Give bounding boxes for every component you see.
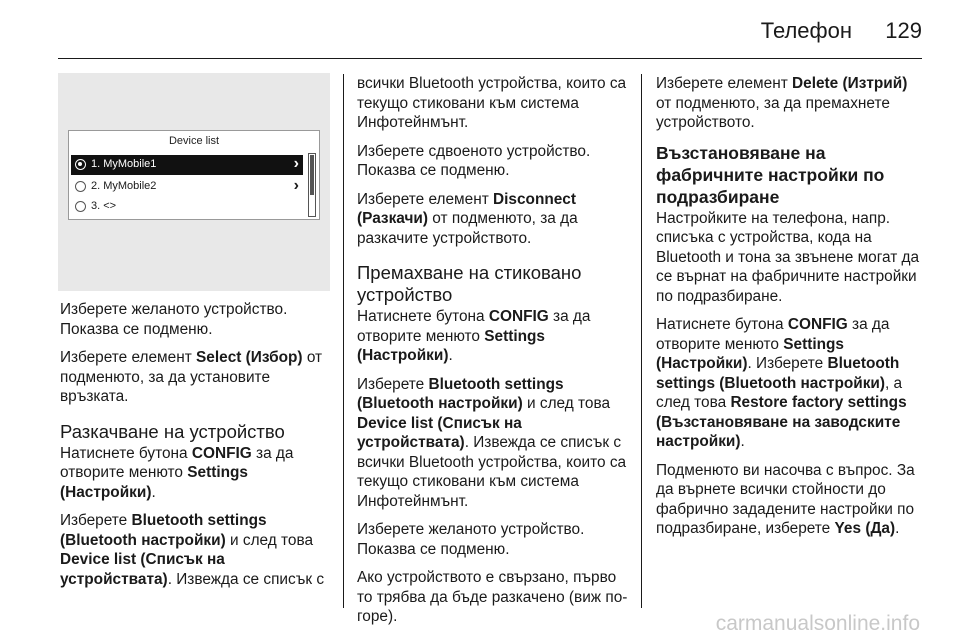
paragraph: Ако устройството е свързано, първо то трябва да бъде разкачено (виж по-горе). bbox=[357, 569, 628, 625]
scrollbar-thumb[interactable] bbox=[310, 155, 314, 195]
paragraph: Натиснете бутона CONFIG за да отворите менюто Settings (Настройки). bbox=[357, 308, 591, 364]
paragraph: Изберете Bluetooth settings (Bluetooth настройки) и след това Device list (Списък на устройствата). Извежда се списък с bbox=[60, 512, 325, 588]
paragraph: Натиснете бутона CONFIG за да отворите менюто Settings (Настройки). Изберете Bluetooth settings (Bluetooth настройки), а след това Restore factory settings (Възстановяване на заводските настройки). bbox=[656, 316, 907, 450]
radio-empty-icon bbox=[75, 181, 86, 192]
column-1 bbox=[60, 300, 330, 598]
header-rule bbox=[58, 58, 922, 59]
page-header bbox=[0, 0, 960, 62]
chevron-right-icon: › bbox=[293, 155, 299, 172]
paragraph: Изберете сдвоеното устройство. Показва се подменю. bbox=[357, 142, 591, 179]
paragraph: Изберете елемент Select (Избор) от подменюто, за да установите връзката. bbox=[60, 349, 323, 405]
paragraph: Изберете елемент Delete (Изтрий) от подменюто, за да премахнете устройството. bbox=[656, 75, 908, 131]
column-3 bbox=[656, 74, 924, 548]
chevron-right-icon: › bbox=[293, 177, 299, 194]
device-label: 2. MyMobile2 bbox=[91, 180, 157, 192]
paragraph: Настройките на телефона, напр. списъка с устройства, кода на Bluetooth и тона за звънене могат да се върнат на фабричните настройки по подразбиране. bbox=[656, 209, 920, 305]
page-title: Телефон bbox=[760, 18, 852, 43]
device-list-title: Device list bbox=[168, 135, 220, 147]
paragraph: Натиснете бутона CONFIG за да отворите менюто Settings (Настройки). bbox=[60, 444, 294, 501]
paragraph: Подменюто ви насочва с въпрос. За да върнете всички стойности до фабрично зададените настройки по подразбиране, изберете Yes (Да). bbox=[656, 461, 915, 537]
watermark: carmanualsonline.info bbox=[715, 612, 920, 635]
column-divider bbox=[343, 74, 344, 608]
device-list-item[interactable] bbox=[71, 155, 303, 175]
section-heading: Разкачване на устройство bbox=[60, 420, 285, 442]
section-heading: Възстановяване на фабричните настройки по подразбиране bbox=[656, 142, 885, 207]
scrollbar[interactable] bbox=[308, 153, 316, 217]
column-2 bbox=[357, 74, 629, 636]
page-number: 129 bbox=[885, 18, 922, 43]
device-list-item[interactable] bbox=[71, 177, 303, 197]
paragraph: всички Bluetooth устройства, които са текущо стиковани към система Инфотейнмънт. bbox=[357, 75, 627, 131]
paragraph: Изберете Bluetooth settings (Bluetooth настройки) и след това Device list (Списък на устройствата). Извежда се списък с всички Bluetooth устройства, които са текущо стиковани към система Инфотейнмънт. bbox=[357, 375, 627, 510]
device-list-figure bbox=[58, 73, 330, 291]
paragraph: Изберете желаното устройство. Показва се подменю. bbox=[357, 521, 585, 558]
device-list-item[interactable] bbox=[71, 197, 303, 217]
device-label: 1. MyMobile1 bbox=[91, 158, 157, 170]
paragraph: Изберете елемент Disconnect (Разкачи) от подменюто, за да разкачите устройството. bbox=[357, 190, 578, 247]
device-label: 3. <> bbox=[91, 200, 117, 212]
section-heading: Премахване на стиковано устройство bbox=[357, 262, 582, 305]
paragraph: Изберете желаното устройство. Показва се подменю. bbox=[60, 301, 288, 338]
radio-selected-icon bbox=[75, 159, 86, 170]
column-divider bbox=[641, 74, 642, 608]
device-list-screen bbox=[68, 130, 320, 220]
radio-empty-icon bbox=[75, 201, 86, 212]
